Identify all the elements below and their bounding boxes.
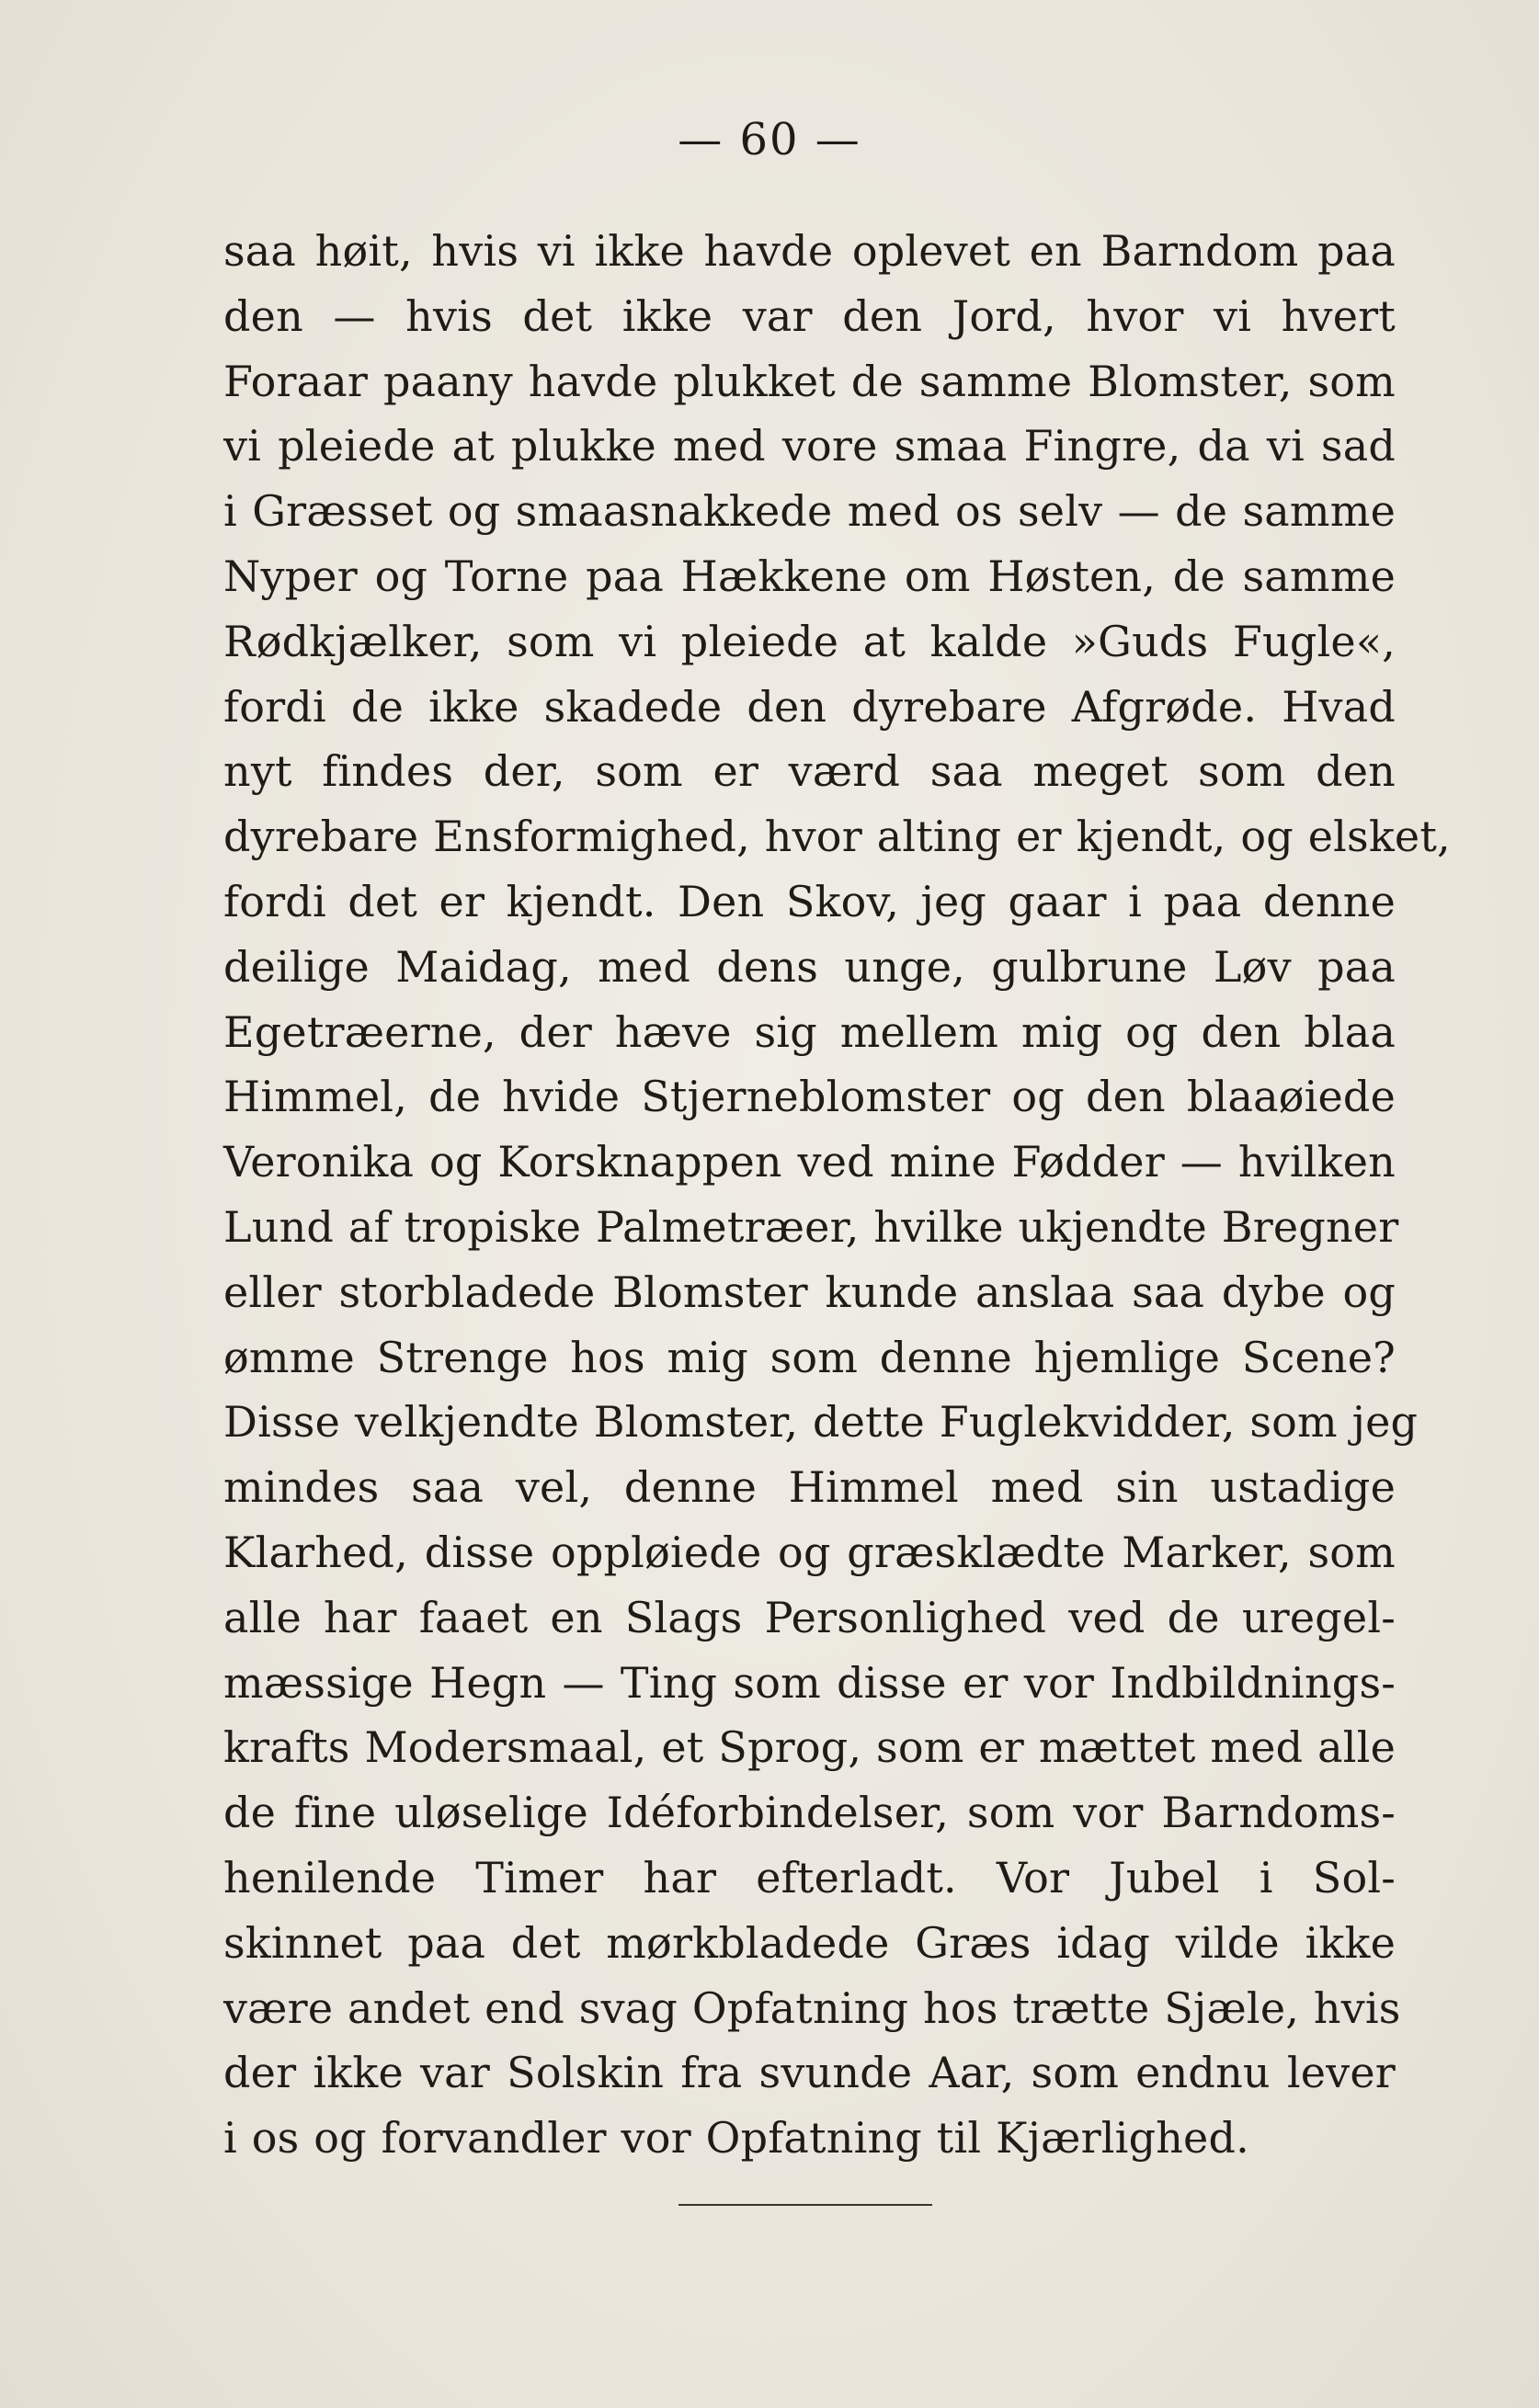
text-line: Lund af tropiske Palmetræer, hvilke ukjendte Bregner [223,1201,1399,1252]
text-line: saa høit, hvis vi ikke havde oplevet en Barndom paa [223,226,1396,276]
text-line: skinnet paa det mørkbladede Græs idag vilde ikke [223,1917,1396,1968]
text-line: Foraar paany havde plukket de samme Blomster, som [223,356,1396,406]
text-line: dyrebare Ensformighed, hvor alting er kjendt, og elsket, [223,812,1451,862]
text-line: de fine uløselige Idéforbindelser, som vor Barndoms- [223,1788,1396,1838]
text-line: Klarhed, disse oppløiede og græsklædte Marker, som [223,1527,1396,1577]
text-line: Rødkjælker, som vi pleiede at kalde »Guds Fugle«, [223,616,1396,666]
text-line: fordi det er kjendt. Den Skov, jeg gaar i paa denne [223,876,1396,926]
text-line: der ikke var Solskin fra svunde Aar, som endnu lever [223,2048,1396,2098]
text-line: henilende Timer har efterladt. Vor Jubel i Sol- [223,1852,1396,1903]
text-line: i Græsset og smaasnakkede med os selv — de samme [223,486,1396,537]
text-line: krafts Modersmaal, et Sprog, som er mættet med alle [223,1722,1396,1773]
text-line: Egetræerne, der hæve sig mellem mig og den blaa [223,1006,1396,1057]
page-number: — 60 — [678,114,861,165]
text-line-last: i os og forvandler vor Opfatning til Kjærlighed. [223,2113,1249,2164]
text-line: Nyper og Torne paa Hækkene om Høsten, de samme [223,551,1396,601]
text-line: fordi de ikke skadede den dyrebare Afgrøde. Hvad [223,681,1396,732]
text-line: vi pleiede at plukke med vore smaa Fingre, da vi sad [223,421,1396,471]
text-line: eller storbladede Blomster kunde anslaa saa dybe og [223,1266,1396,1317]
text-line: mindes saa vel, denne Himmel med sin ustadige [223,1462,1396,1513]
end-divider-rule [678,2204,932,2206]
text-line: Veronika og Korsknappen ved mine Fødder — hvilken [223,1137,1396,1187]
text-line: Himmel, de hvide Stjerneblomster og den blaaøiede [223,1072,1396,1122]
text-line: nyt findes der, som er værd saa meget som den [223,746,1396,797]
text-line: den — hvis det ikke var den Jord, hvor vi hvert [223,290,1396,341]
body-text [223,219,1451,2171]
text-line: mæssige Hegn — Ting som disse er vor Indbildnings- [223,1657,1396,1708]
text-line: ømme Strenge hos mig som denne hjemlige Scene? [223,1332,1396,1382]
text-line: alle har faaet en Slags Personlighed ved de uregel- [223,1592,1396,1642]
text-line: være andet end svag Opfatning hos trætte Sjæle, hvis [223,1982,1401,2033]
text-line: Disse velkjendte Blomster, dette Fuglekvidder, som jeg [223,1397,1419,1448]
text-line: deilige Maidag, med dens unge, gulbrune Løv paa [223,941,1396,992]
